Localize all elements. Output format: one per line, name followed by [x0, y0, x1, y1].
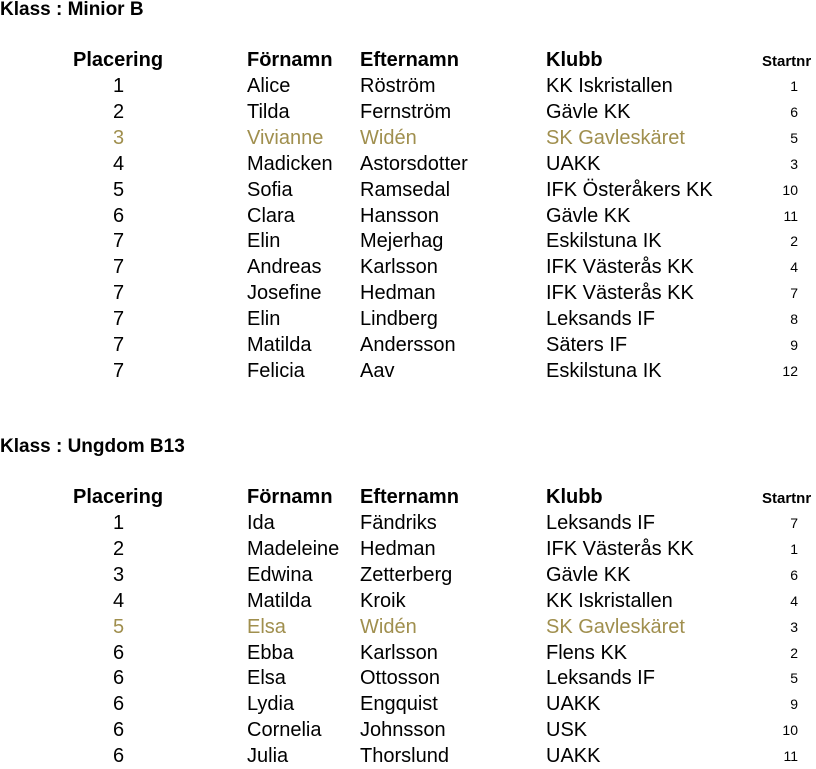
last-name-cell: Ottosson [360, 667, 441, 690]
first-name-cell: Tilda [247, 100, 290, 123]
start-number-cell: 6 [790, 566, 798, 583]
last-name-cell: Hedman [360, 537, 436, 560]
placement-cell: 7 [113, 359, 125, 382]
table-row [0, 254, 816, 280]
start-number-cell: 10 [782, 181, 798, 198]
club-cell: USK [546, 719, 588, 742]
club-cell: IFK Västerås KK [546, 256, 694, 279]
last-name-cell: Thorslund [360, 745, 449, 768]
club-cell: Leksands IF [546, 308, 655, 331]
start-number-cell: 3 [790, 155, 798, 172]
placement-cell: 6 [113, 641, 125, 664]
table-row [0, 358, 816, 384]
first-name-cell: Vivianne [247, 126, 324, 149]
first-name-cell: Matilda [247, 334, 312, 356]
start-number-cell: 11 [783, 748, 798, 765]
placement-cell: 2 [113, 537, 125, 560]
last-name-cell: Widén [360, 126, 417, 149]
club-cell: IFK Västerås KK [546, 282, 694, 305]
club-cell: Flens KK [546, 641, 628, 664]
placement-cell: 7 [113, 282, 125, 305]
header-klubb: Klubb [546, 49, 603, 71]
last-name-cell: Hedman [360, 282, 436, 305]
first-name-cell: Edwina [247, 563, 313, 586]
table-row [0, 332, 816, 358]
class-title: Klass : Ungdom B13 [0, 436, 185, 457]
start-number-cell: 7 [790, 515, 798, 531]
placement-cell: 6 [113, 719, 125, 742]
table-row [0, 99, 816, 125]
header-klubb: Klubb [546, 486, 603, 508]
first-name-cell: Andreas [247, 256, 322, 279]
first-name-cell: Felicia [247, 359, 305, 382]
club-cell: SK Gavleskäret [546, 615, 685, 638]
table-row [0, 228, 816, 254]
placement-cell: 7 [113, 230, 125, 253]
first-name-cell: Julia [247, 745, 289, 768]
start-number-cell: 3 [790, 618, 798, 635]
header-placering: Placering [73, 49, 164, 71]
table-row [0, 125, 816, 151]
placement-cell: 6 [113, 204, 125, 227]
club-cell: KK Iskristallen [546, 589, 673, 612]
start-number-cell: 10 [782, 722, 798, 739]
first-name-cell: Ida [247, 512, 275, 534]
last-name-cell: Karlsson [360, 256, 438, 279]
first-name-cell: Elin [247, 308, 281, 331]
first-name-cell: Sofia [247, 178, 293, 201]
placement-cell: 3 [113, 563, 125, 586]
last-name-cell: Widén [360, 615, 417, 638]
table-row [0, 203, 816, 229]
table-row [0, 177, 816, 203]
first-name-cell: Ebba [247, 641, 294, 664]
start-number-cell: 11 [783, 207, 798, 224]
club-cell: UAKK [546, 693, 601, 716]
club-cell: UAKK [546, 745, 601, 768]
last-name-cell: Kroik [360, 589, 406, 612]
club-cell: SK Gavleskäret [546, 126, 685, 149]
header-startnr: Startnr [762, 490, 812, 507]
first-name-cell: Josefine [247, 282, 322, 305]
table-row [0, 306, 816, 332]
placement-cell: 7 [113, 256, 125, 279]
last-name-cell: Astorsdotter [360, 152, 468, 175]
header-fornamn: Förnamn [247, 486, 333, 508]
table-row [0, 280, 816, 306]
last-name-cell: Karlsson [360, 641, 438, 664]
last-name-cell: Ramsedal [360, 178, 451, 201]
start-number-cell: 12 [782, 362, 798, 379]
header-fornamn: Förnamn [247, 49, 333, 71]
first-name-cell: Clara [247, 204, 295, 227]
placement-cell: 5 [113, 615, 125, 638]
table-row [0, 73, 816, 99]
last-name-cell: Johnsson [360, 719, 446, 742]
first-name-cell: Elsa [247, 615, 286, 638]
table-row [0, 151, 816, 177]
placement-cell: 7 [113, 308, 125, 331]
placement-cell: 6 [113, 745, 125, 768]
start-number-cell: 9 [790, 337, 798, 353]
header-efternamn: Efternamn [360, 486, 459, 508]
header-placering: Placering [73, 486, 164, 508]
club-cell: Leksands IF [546, 512, 655, 534]
start-number-cell: 9 [790, 696, 798, 713]
first-name-cell: Matilda [247, 589, 312, 612]
first-name-cell: Elsa [247, 667, 286, 690]
placement-cell: 5 [113, 178, 125, 201]
placement-cell: 6 [113, 693, 125, 716]
table-row [0, 665, 816, 691]
start-number-cell: 6 [790, 103, 798, 120]
table-row [0, 536, 816, 562]
club-cell: Leksands IF [546, 667, 655, 690]
start-number-cell: 5 [790, 670, 798, 687]
club-cell: Eskilstuna IK [546, 359, 662, 382]
first-name-cell: Cornelia [247, 719, 322, 742]
start-number-cell: 7 [790, 285, 798, 302]
placement-cell: 7 [113, 334, 125, 356]
first-name-cell: Lydia [247, 693, 295, 716]
header-efternamn: Efternamn [360, 49, 459, 71]
start-number-cell: 2 [790, 644, 798, 661]
table-row [0, 640, 816, 666]
last-name-cell: Fändriks [360, 512, 437, 534]
club-cell: IFK Västerås KK [546, 537, 694, 560]
placement-cell: 2 [113, 100, 125, 123]
placement-cell: 6 [113, 667, 125, 690]
last-name-cell: Mejerhag [360, 230, 444, 253]
last-name-cell: Hansson [360, 204, 439, 227]
first-name-cell: Alice [247, 75, 291, 97]
club-cell: Gävle KK [546, 563, 631, 586]
placement-cell: 3 [113, 126, 125, 149]
last-name-cell: Fernström [360, 100, 452, 123]
club-cell: UAKK [546, 152, 601, 175]
start-number-cell: 2 [790, 233, 798, 250]
last-name-cell: Andersson [360, 334, 456, 356]
table-row [0, 614, 816, 640]
club-cell: IFK Österåkers KK [546, 178, 713, 201]
table-row [0, 717, 816, 743]
start-number-cell: 5 [790, 129, 798, 146]
last-name-cell: Zetterberg [360, 563, 453, 586]
last-name-cell: Röström [360, 75, 436, 97]
club-cell: Gävle KK [546, 100, 631, 123]
class-title: Klass : Minior B [0, 0, 144, 20]
club-cell: Eskilstuna IK [546, 230, 662, 253]
club-cell: KK Iskristallen [546, 75, 673, 97]
placement-cell: 4 [113, 152, 125, 175]
last-name-cell: Lindberg [360, 308, 438, 331]
club-cell: Gävle KK [546, 204, 631, 227]
placement-cell: 4 [113, 589, 125, 612]
table-row [0, 588, 816, 614]
placement-cell: 1 [113, 75, 125, 97]
header-startnr: Startnr [762, 53, 812, 70]
last-name-cell: Engquist [360, 693, 438, 716]
last-name-cell: Aav [360, 359, 395, 382]
start-number-cell: 1 [790, 540, 798, 557]
results-header-row [0, 484, 816, 510]
results-header-row [0, 47, 816, 73]
first-name-cell: Elin [247, 230, 281, 253]
placement-cell: 1 [113, 512, 125, 534]
first-name-cell: Madeleine [247, 537, 340, 560]
club-cell: Säters IF [546, 334, 628, 356]
start-number-cell: 8 [790, 311, 798, 328]
table-row [0, 743, 816, 769]
start-number-cell: 1 [790, 78, 798, 94]
first-name-cell: Madicken [247, 152, 333, 175]
table-row [0, 510, 816, 536]
table-row [0, 691, 816, 717]
start-number-cell: 4 [790, 592, 798, 609]
start-number-cell: 4 [790, 259, 798, 276]
table-row [0, 562, 816, 588]
